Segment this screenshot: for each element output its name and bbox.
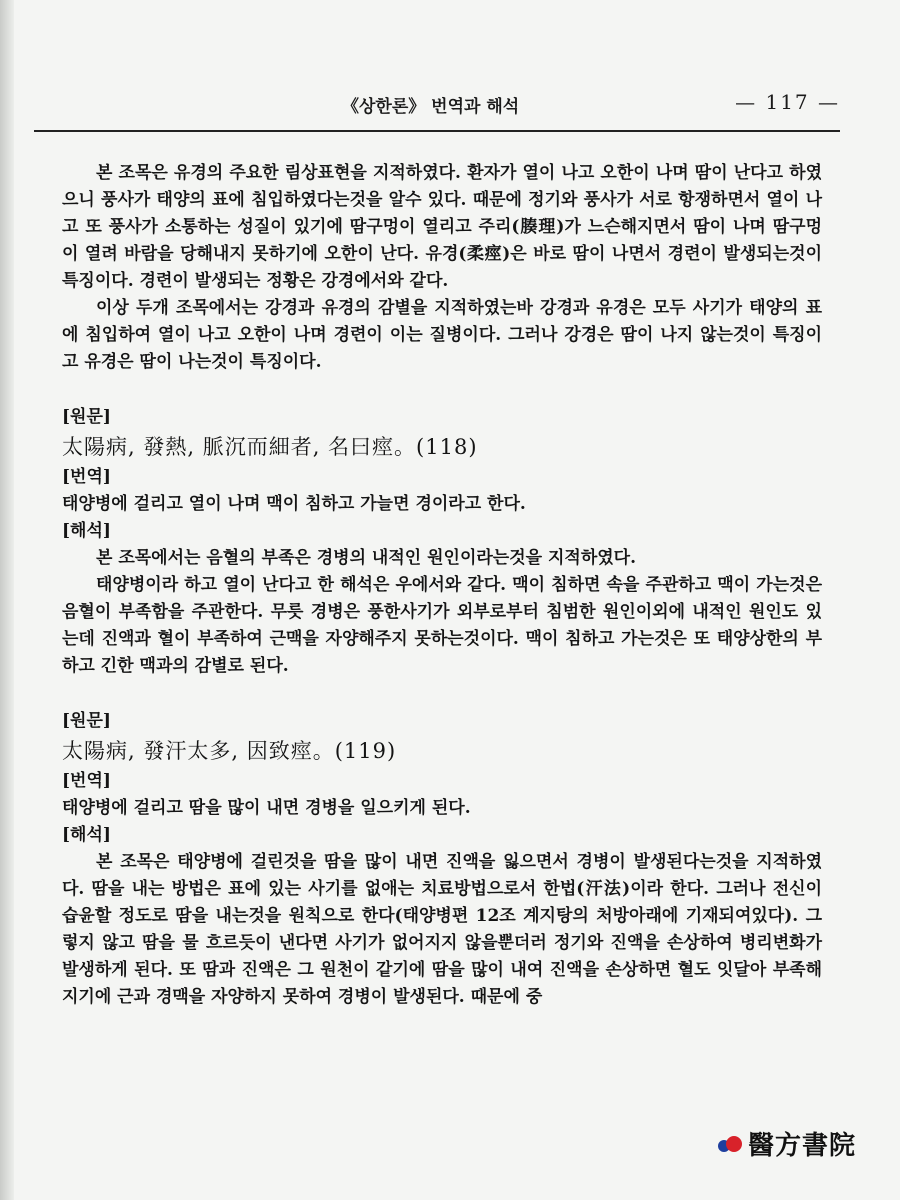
commentary-paragraph-1: 본 조목은 태양병에 걸린것을 땀을 많이 내면 진액을 잃으면서 경병이 발생된다는것을 지적하였다. 땀을 내는 방법은 표에 있는 사기를 없애는 치료방법으로서 한법(汗法)이라 한다. 그러나 전신이 습윤할 정도로 땀을 내는것을 원칙으로 한다(태양병편 12조 계지탕의 처방아래에 기재되여있다). 그렇지 않고 땀을 물 흐르듯이 낸다면 사기가 없어지지 않을뿐더러 정기와 진액을 손상하여 병리변화가 발생하게 된다. 또 땀과 진액은 그 원천이 같기에 땀을 많이 내여 진액을 손상하면 혈도 잇달아 부족해지기에 근과 경맥을 자양하지 못하여 경병이 발생된다. 때문에 중 (62, 852, 822, 1007)
original-label: [원문] (62, 711, 111, 731)
translation-text: 태양병에 걸리고 땀을 많이 내면 경병을 일으키게 된다. (62, 798, 471, 818)
logo-dots-icon (718, 1134, 744, 1154)
running-header (34, 92, 840, 122)
publisher-logo (718, 1125, 856, 1162)
translation-label: [번역] (62, 467, 111, 487)
commentary-label: [해석] (62, 521, 111, 541)
page-body (62, 160, 822, 1011)
page-binding-edge (0, 0, 14, 1200)
original-text: 太陽病, 發汗太多, 因致痙。(119) (62, 739, 397, 763)
section-119 (62, 708, 822, 1011)
intro-paragraph-2: 이상 두개 조목에서는 강경과 유경의 감별을 지적하였는바 강경과 유경은 모두 사기가 태양의 표에 침입하여 열이 나고 오한이 나며 경련이 이는 질병이다. 그러나 강경은 땀이 나지 않는것이 특징이고 유경은 땀이 나는것이 특징이다. (62, 298, 822, 372)
page-number: — 117 — (735, 90, 840, 114)
red-dot-icon (726, 1136, 742, 1152)
translation-text: 태양병에 걸리고 열이 나며 맥이 침하고 가늘면 경이라고 한다. (62, 494, 526, 514)
original-label: [원문] (62, 407, 111, 427)
section-118 (62, 404, 822, 680)
header-title: 《상한론》 번역과 해석 (342, 97, 520, 117)
commentary-paragraph-1: 본 조목에서는 음혈의 부족은 경병의 내적인 원인이라는것을 지적하였다. (96, 548, 637, 568)
header-rule (34, 130, 840, 132)
commentary-label: [해석] (62, 825, 111, 845)
logo-text: 醫方書院 (747, 1131, 856, 1161)
original-text: 太陽病, 發熱, 脈沉而細者, 名曰痙。(118) (62, 435, 478, 459)
intro-paragraph-1: 본 조목은 유경의 주요한 림상표현을 지적하였다. 환자가 열이 나고 오한이 나며 땀이 난다고 하였으니 풍사가 태양의 표에 침입하였다는것을 알수 있다. 때문에 정기와 풍사가 서로 항쟁하면서 열이 나고 또 풍사가 소통하는 성질이 있기에 땀구멍이 열리고 주리(腠理)가 느슨해지면서 땀이 나며 땀구멍이 열려 바람을 당해내지 못하기에 오한이 난다. 유경(柔痙)은 바로 땀이 나면서 경련이 발생되는것이 특징이다. 경련이 발생되는 정황은 강경에서와 같다. (62, 163, 822, 291)
commentary-paragraph-2: 태양병이라 하고 열이 난다고 한 해석은 우에서와 같다. 맥이 침하면 속을 주관하고 맥이 가는것은 음혈이 부족함을 주관한다. 무릇 경병은 풍한사기가 외부로부터 침범한 원인이외에 내적인 원인도 있는데 진액과 혈이 부족하여 근맥을 자양해주지 못하는것이다. 맥이 침하고 가는것은 또 태양상한의 부하고 긴한 맥과의 감별로 된다. (62, 575, 822, 676)
translation-label: [번역] (62, 771, 111, 791)
